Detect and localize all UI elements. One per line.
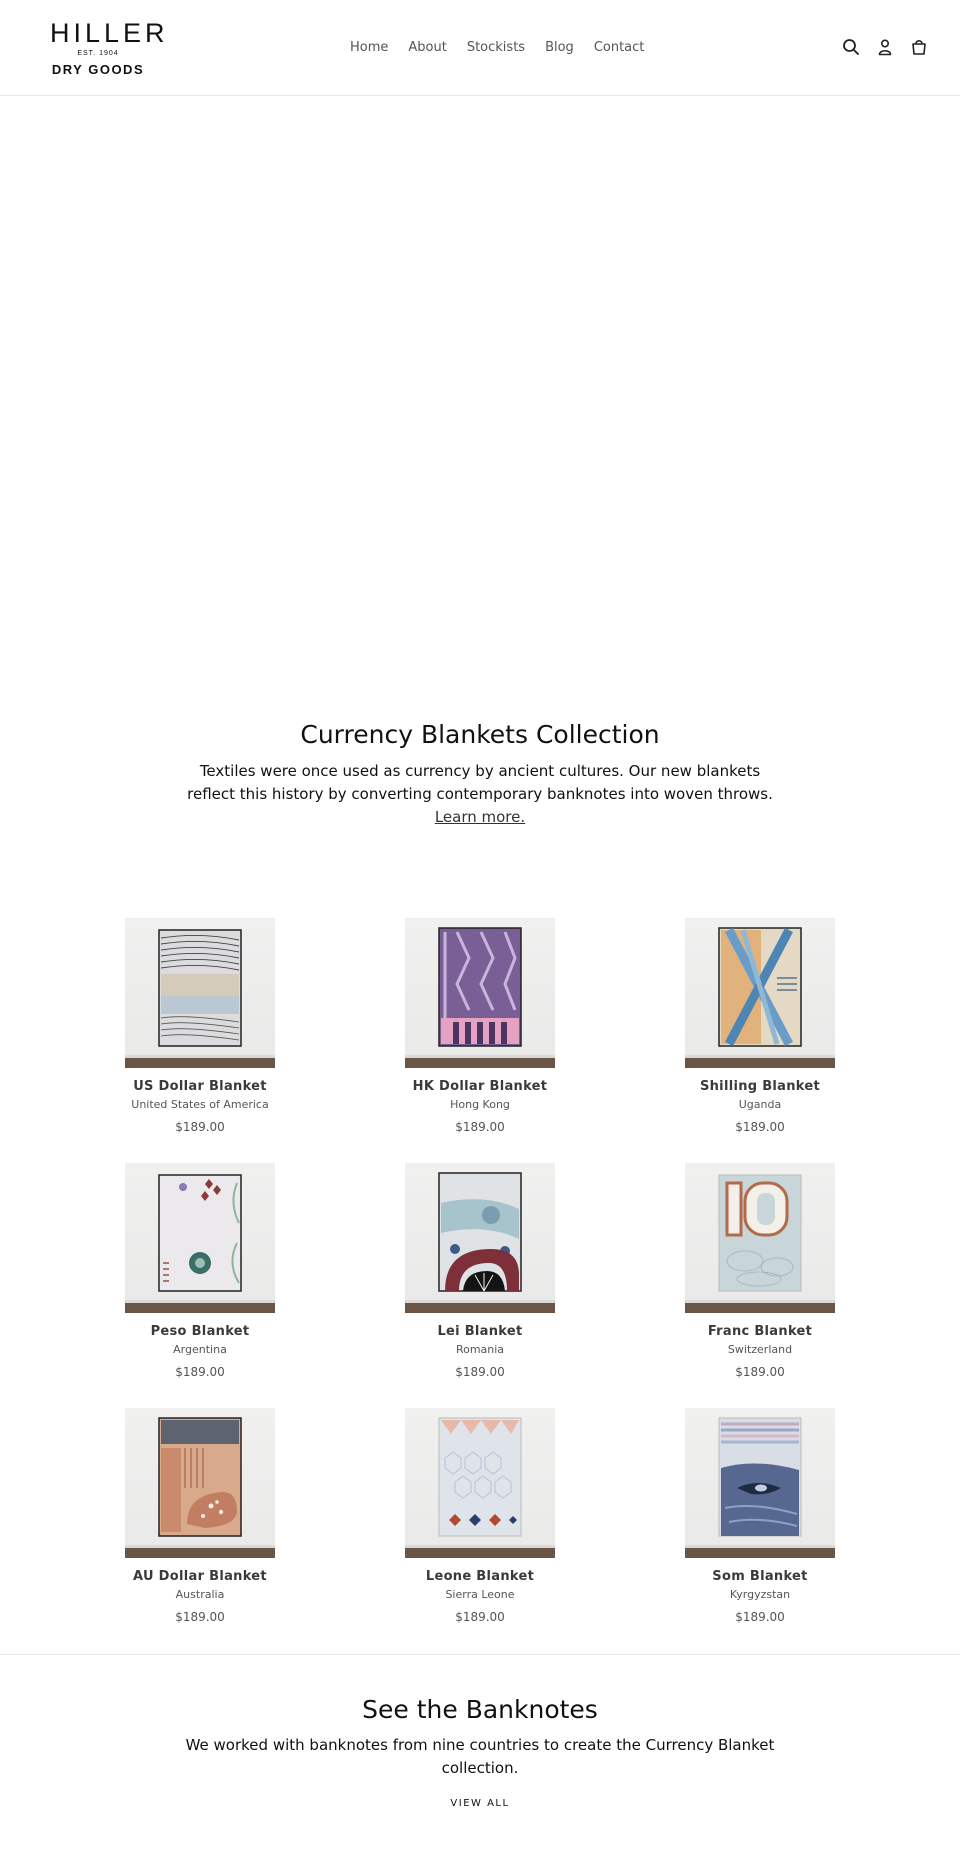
product-price: $189.00 — [455, 1610, 505, 1624]
product-name[interactable]: US Dollar Blanket — [133, 1079, 267, 1094]
product-price: $189.00 — [455, 1365, 505, 1379]
logo-subtitle: DRY GOODS — [51, 62, 145, 77]
product-price: $189.00 — [175, 1610, 225, 1624]
header-icons — [840, 34, 930, 60]
product-image-au-dollar[interactable] — [125, 1408, 275, 1558]
product-price: $189.00 — [735, 1120, 785, 1134]
search-icon[interactable] — [840, 34, 862, 60]
product-card[interactable] — [340, 1163, 620, 1381]
product-country: Sierra Leone — [445, 1588, 515, 1601]
product-country: Switzerland — [727, 1343, 793, 1356]
product-image-som[interactable] — [685, 1408, 835, 1558]
product-image-lei[interactable] — [405, 1163, 555, 1313]
site-header — [0, 0, 960, 96]
product-image-hk-dollar[interactable] — [405, 918, 555, 1068]
product-country: Australia — [175, 1588, 225, 1601]
product-name[interactable]: HK Dollar Blanket — [412, 1079, 548, 1094]
view-all-button[interactable]: VIEW ALL — [450, 1798, 510, 1809]
product-image-shilling[interactable] — [685, 918, 835, 1068]
product-card[interactable] — [60, 918, 340, 1136]
product-image-peso[interactable] — [125, 1163, 275, 1313]
product-price: $189.00 — [735, 1365, 785, 1379]
nav-contact[interactable]: Contact — [593, 40, 645, 55]
logo-wordmark: HILLER — [50, 18, 169, 48]
product-price: $189.00 — [455, 1120, 505, 1134]
product-card[interactable] — [340, 918, 620, 1136]
product-name[interactable]: Peso Blanket — [150, 1324, 250, 1339]
product-card[interactable] — [340, 1408, 620, 1626]
product-image-leone[interactable] — [405, 1408, 555, 1558]
product-country: Uganda — [738, 1098, 782, 1111]
nav-about[interactable]: About — [408, 40, 447, 55]
main-nav — [340, 38, 654, 58]
product-country: Kyrgyzstan — [729, 1588, 791, 1601]
collection-title: Currency Blankets Collection — [300, 720, 660, 749]
product-name[interactable]: Shilling Blanket — [699, 1079, 821, 1094]
product-grid — [60, 918, 900, 1626]
product-country: Hong Kong — [450, 1098, 510, 1111]
nav-blog[interactable]: Blog — [545, 40, 574, 55]
collection-intro — [0, 718, 960, 829]
product-country: Argentina — [173, 1343, 227, 1356]
product-name[interactable]: Leone Blanket — [425, 1569, 535, 1584]
collection-description — [180, 760, 780, 829]
product-price: $189.00 — [735, 1610, 785, 1624]
product-country: Romania — [455, 1343, 505, 1356]
logo-est: EST. 1904 — [77, 50, 119, 57]
product-name[interactable]: Franc Blanket — [707, 1324, 813, 1339]
brand-logo[interactable] — [50, 18, 169, 80]
product-card[interactable] — [620, 1408, 900, 1626]
cart-icon[interactable] — [908, 34, 930, 60]
account-icon[interactable] — [874, 34, 896, 60]
banknotes-section — [0, 1693, 960, 1811]
product-card[interactable] — [60, 1408, 340, 1626]
product-price: $189.00 — [175, 1365, 225, 1379]
section-divider — [0, 1654, 960, 1655]
product-card[interactable] — [620, 918, 900, 1136]
product-card[interactable] — [620, 1163, 900, 1381]
nav-stockists[interactable]: Stockists — [466, 40, 526, 55]
product-name[interactable]: Lei Blanket — [437, 1324, 523, 1339]
learn-more-link[interactable]: Learn more. — [434, 808, 526, 826]
product-name[interactable]: Som Blanket — [712, 1569, 808, 1584]
product-image-franc[interactable] — [685, 1163, 835, 1313]
product-name[interactable]: AU Dollar Blanket — [133, 1569, 267, 1584]
nav-home[interactable]: Home — [350, 40, 389, 55]
banknotes-description: We worked with banknotes from nine countries to create the Currency Blanket collection. — [185, 1736, 775, 1777]
hero-banner — [0, 97, 960, 677]
product-price: $189.00 — [175, 1120, 225, 1134]
collection-description-text: Textiles were once used as currency by ancient cultures. Our new blankets reflect this history by converting contemporary banknotes into woven throws. — [187, 762, 773, 803]
product-card[interactable] — [60, 1163, 340, 1381]
product-image-us-dollar[interactable] — [125, 918, 275, 1068]
banknotes-title: See the Banknotes — [362, 1695, 598, 1724]
product-country: United States of America — [131, 1098, 269, 1111]
